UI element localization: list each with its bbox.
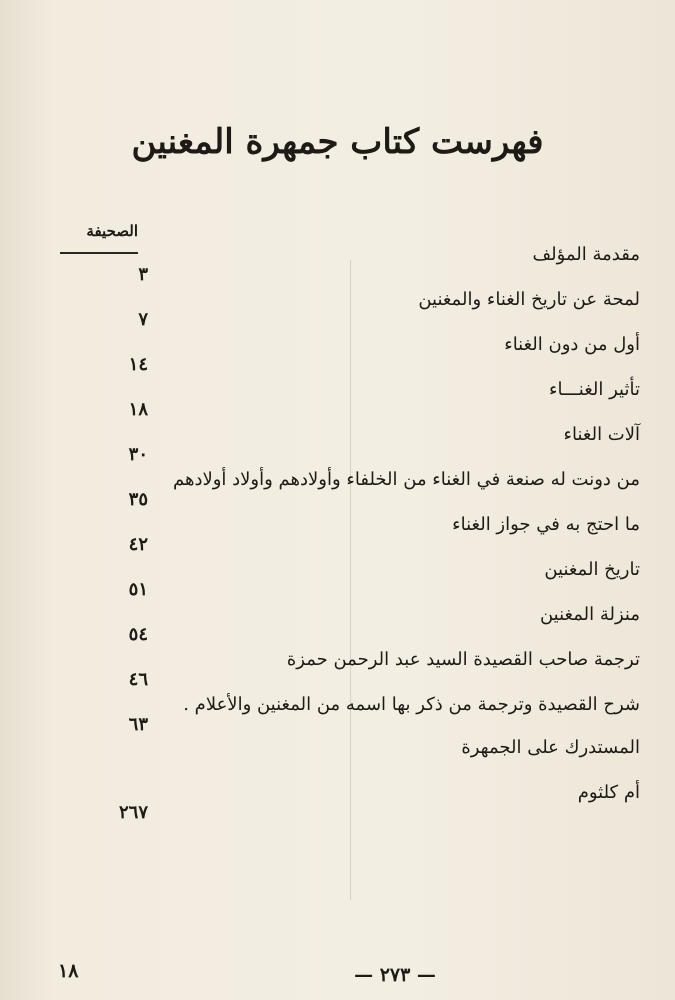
- toc-entry-page: ٣٥: [128, 489, 148, 510]
- toc-entry-page: ١٤: [128, 354, 148, 375]
- toc-entry: [40, 514, 640, 555]
- toc-entry-title: شرح القصيدة وترجمة من ذكر بها اسمه من المغنين والأعلام .: [183, 694, 640, 715]
- toc-entry-page: ٦٣: [128, 714, 148, 735]
- toc-entry-title: آلات الغناء: [563, 424, 640, 445]
- toc-entry-page: ٣٠: [128, 444, 148, 465]
- toc-entry-title: أم كلثوم: [577, 782, 640, 803]
- toc-entry: [40, 469, 640, 510]
- toc-entry: [40, 649, 640, 690]
- toc-entry: [40, 289, 640, 330]
- toc-entry: [40, 782, 640, 823]
- toc-entry-page: ٥٤: [128, 624, 148, 645]
- toc-entry-page: ١٨: [128, 399, 148, 420]
- page-column-header: الصحيفة: [86, 222, 138, 240]
- footer-page-number: — ٢٧٣ —: [354, 964, 436, 986]
- toc-entry: [40, 379, 640, 420]
- toc-entry-page: ٢٦٧: [118, 802, 148, 823]
- toc-entry: [40, 559, 640, 600]
- toc-entry: [40, 244, 640, 285]
- toc-entry-title: تأثير الغنـــاء: [549, 379, 640, 400]
- toc-entry-title: أول من دون الغناء: [504, 334, 640, 355]
- toc-entry-title: المستدرك على الجمهرة: [461, 737, 640, 758]
- toc-entry-title: تاريخ المغنين: [544, 559, 640, 580]
- toc-entry: [40, 737, 640, 767]
- toc-entry-page: ٥١: [128, 579, 148, 600]
- toc-entry: [40, 424, 640, 465]
- toc-entry: [40, 604, 640, 645]
- toc-entry: [40, 334, 640, 375]
- footer-signature-number: ١٨: [58, 960, 79, 982]
- toc-entry-title: لمحة عن تاريخ الغناء والمغنين: [418, 289, 640, 310]
- toc-entry-page: ٤٢: [128, 534, 148, 555]
- toc-entry-title: ما احتج به في جواز الغناء: [452, 514, 640, 535]
- toc-entry-title: مقدمة المؤلف: [532, 244, 640, 265]
- toc-entry: [40, 694, 640, 735]
- toc-entry-page: ٣: [138, 264, 148, 285]
- toc-entry-title: من دونت له صنعة في الغناء من الخلفاء وأولادهم وأولاد أولادهم: [172, 469, 640, 490]
- toc-entry-page: ٧: [138, 309, 148, 330]
- toc-entry-title: منزلة المغنين: [539, 604, 640, 625]
- page-title: فهرست كتاب جمهرة المغنين: [131, 122, 544, 162]
- toc-entry-title: ترجمة صاحب القصيدة السيد عبد الرحمن حمزة: [286, 649, 640, 670]
- toc-entry-page: ٤٦: [128, 669, 148, 690]
